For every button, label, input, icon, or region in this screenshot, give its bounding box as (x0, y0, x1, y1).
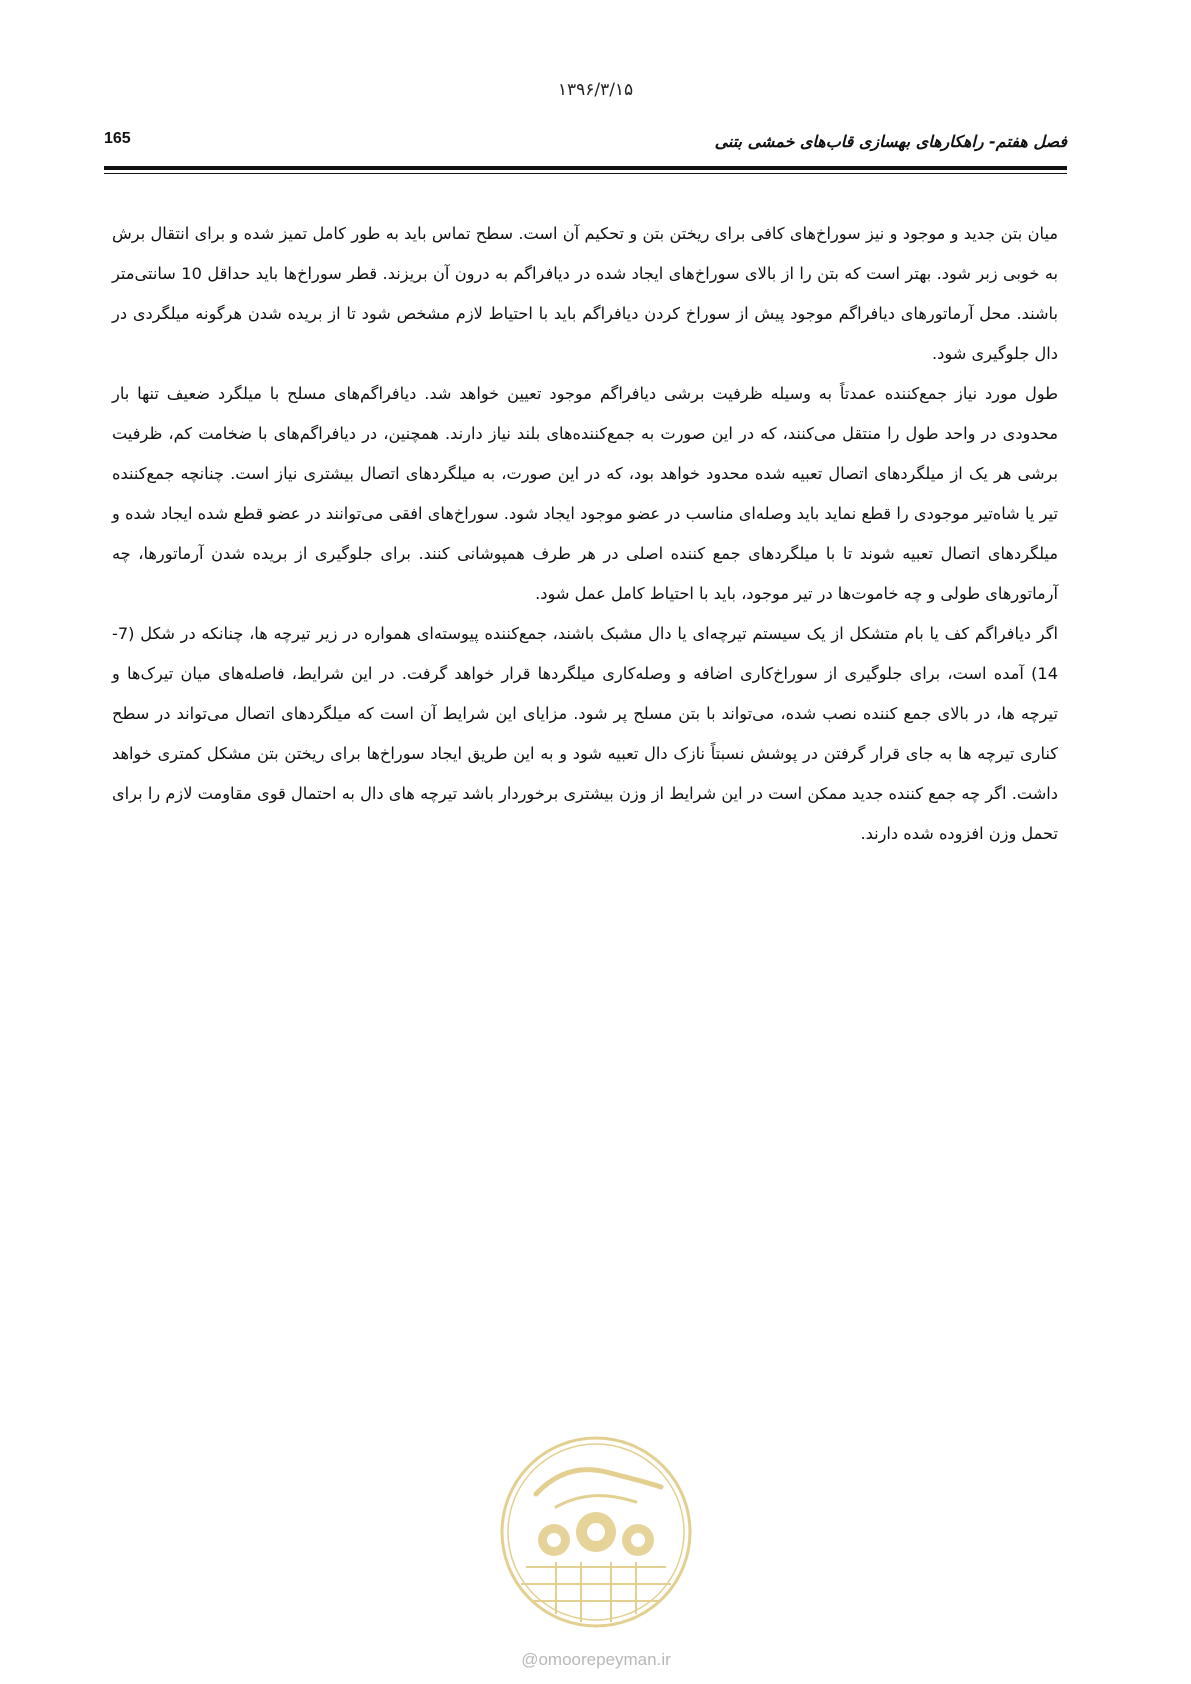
date-stamp: ۱۳۹۶/۳/۱۵ (557, 80, 634, 100)
watermark-site: @omoorepeyman.ir (521, 1650, 671, 1669)
paragraph-1: میان بتن جدید و موجود و نیز سوراخ‌های کافی برای ریختن بتن و تحکیم آن است. سطح تماس باید به طور کامل تمیز شده و برای انتقال برش به خوبی زبر شود. بهتر است که بتن را از بالای سوراخ‌های ایجاد شده در دیافراگم به درون آن بریزند. قطر سوراخ‌ها باید حداقل 10 سانتی‌متر باشند. محل آرماتورهای دیافراگم موجود پیش از سوراخ کردن دیافراگم باید با احتیاط لازم مشخص شود تا از بریده شدن هرگونه میلگردی در دال جلوگیری شود. (112, 224, 1059, 363)
header-rule-thin (104, 173, 1067, 174)
paragraph-3: اگر دیافراگم کف یا بام متشکل از یک سیستم تیرچه‌ای یا دال مشبک باشند، جمع‌کننده پیوسته‌ای همواره در زیر تیرچه ها، چنانکه در شکل (7-14) آمده است، برای جلوگیری از سوراخ‌کاری اضافه و وصله‌کاری میلگردها قرار خواهد گرفت. در این شرایط، فاصله‌های میان تیرک‌ها و تیرچه ها، در بالای جمع کننده نصب شده، می‌تواند با بتن مسلح پر شود. مزایای این شرایط آن است که میلگردهای اتصال می‌تواند در سطح کناری تیرچه ها به جای قرار گرفتن در پوشش نسبتاً نازک دال تعبیه شود و به این طریق ایجاد سوراخ‌ها برای ریختن بتن مشکل کمتری خواهد داشت. اگر چه جمع کننده جدید ممکن است در این شرایط از وزن بیشتری برخوردار باشد تیرچه های دال به احتمال قوی مقاومت لازم را برای تحمل وزن افزوده شده دارند. (112, 624, 1058, 843)
watermark-logo (496, 1432, 696, 1669)
body-text (112, 214, 1058, 854)
page-header (104, 128, 1067, 162)
seal-icon (496, 1432, 696, 1642)
paragraph-2: طول مورد نیاز جمع‌کننده عمدتاً به وسیله ظرفیت برشی دیافراگم موجود تعیین خواهد شد. دیافراگم‌های مسلح با میلگرد ضعیف تنها بار محدودی در واحد طول را منتقل می‌کنند، که در این صورت به جمع‌کننده‌های بلند نیاز دارند. همچنین، در دیافراگم‌های با ضخامت کم، ظرفیت برشی هر یک از میلگردهای اتصال تعبیه شده محدود خواهد بود، که در این صورت، به میلگردهای اتصال بیشتری نیاز است. چنانچه جمع‌کننده تیر یا شاه‌تیر موجودی را قطع نماید باید وصله‌ای مناسب در عضو موجود ایجاد شود. سوراخ‌های افقی می‌توانند در عضو قطع شده ایجاد شده و میلگردهای اتصال تعبیه شوند تا با میلگردهای جمع کننده اصلی در هر طرف همپوشانی کنند. برای جلوگیری از بریده شدن آرماتورها، چه آرماتورهای طولی و چه خاموت‌ها در تیر موجود، باید با احتیاط کامل عمل شود. (112, 384, 1058, 603)
page-number: 165 (104, 130, 131, 147)
header-rule-thick (104, 166, 1067, 170)
chapter-title: فصل هفتم- راهکارهای بهسازی قاب‌های خمشی بتنی (714, 132, 1067, 151)
